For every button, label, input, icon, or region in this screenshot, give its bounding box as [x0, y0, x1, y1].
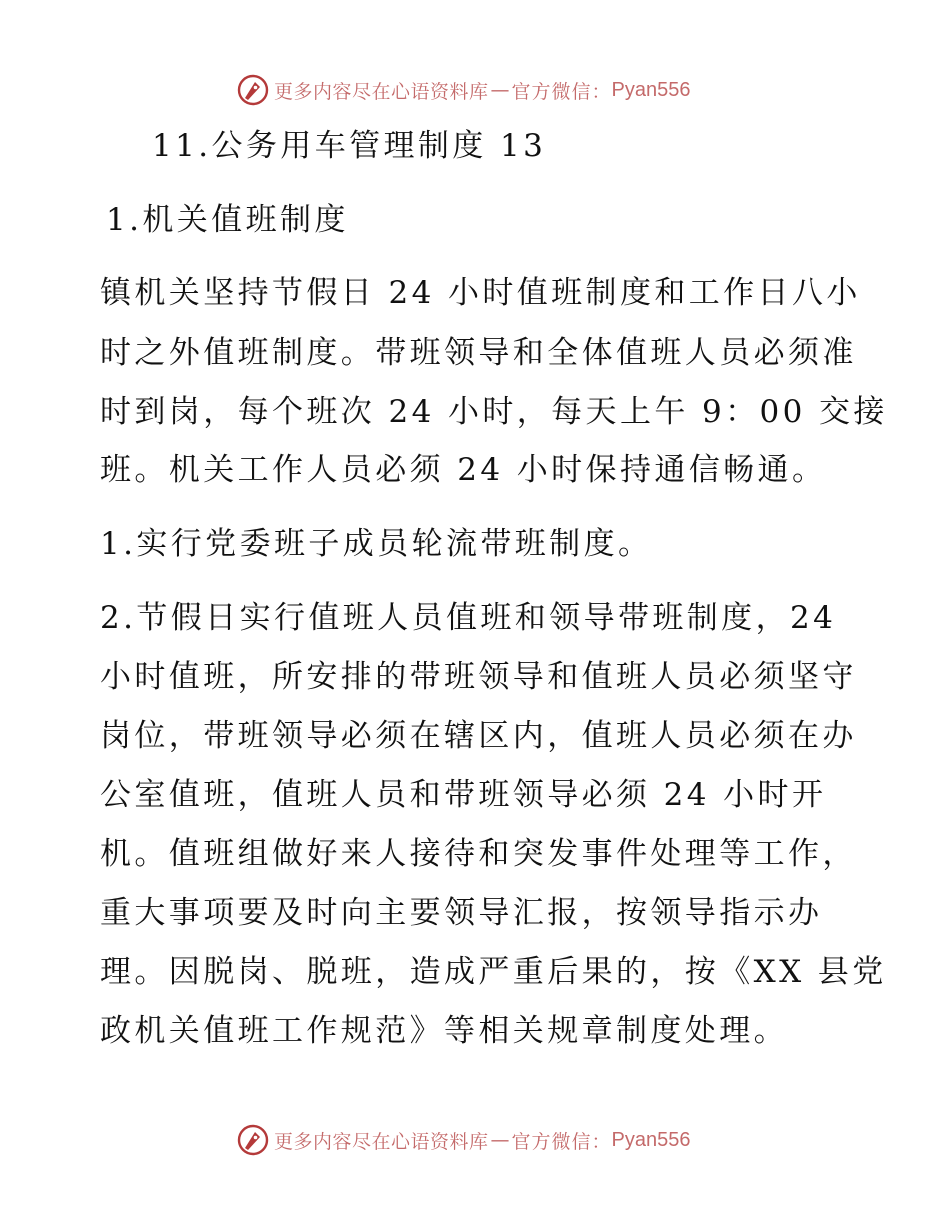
list-item-line: 公室值班，值班人员和带班领导必须 24 小时开 — [100, 777, 827, 813]
paragraph-line: 镇机关坚持节假日 24 小时值班制度和工作日八小 — [100, 275, 861, 311]
list-item-line: 机。值班组做好来人接待和突发事件处理等工作， — [100, 836, 857, 872]
watermark-contact-id: Pyan556 — [611, 78, 691, 101]
list-item-line: 2.节假日实行值班人员值班和领导带班制度，24 — [100, 600, 837, 636]
watermark-separator: — — [490, 79, 510, 101]
section-heading: 1.机关值班制度 — [106, 202, 349, 238]
watermark-separator: — — [490, 1129, 510, 1151]
watermark-contact-id: Pyan556 — [611, 1128, 691, 1151]
list-item-line: 小时值班，所安排的带班领导和值班人员必须坚守 — [100, 659, 857, 695]
watermark-contact-label: 官方微信： — [511, 1130, 612, 1153]
watermark-contact-label: 官方微信： — [511, 80, 612, 103]
paragraph-line: 时到岗，每个班次 24 小时，每天上午 9：00 交接 — [100, 394, 888, 430]
list-item-line: 岗位，带班领导必须在辖区内，值班人员必须在办 — [100, 718, 857, 754]
pen-nib-logo-icon — [236, 1123, 270, 1157]
paragraph-line: 时之外值班制度。带班领导和全体值班人员必须准 — [100, 335, 857, 371]
list-item: 1.实行党委班子成员轮流带班制度。 — [100, 526, 653, 562]
footer-watermark — [236, 1123, 691, 1157]
pen-nib-logo-icon — [236, 73, 270, 107]
list-item-line: 理。因脱岗、脱班，造成严重后果的，按《XX 县党 — [100, 954, 887, 990]
toc-item: 11.公务用车管理制度 13 — [152, 128, 547, 164]
watermark-site-text: 更多内容尽在心语资料库 — [274, 1130, 489, 1153]
list-item-line: 政机关值班工作规范》等相关规章制度处理。 — [100, 1013, 788, 1049]
list-item-line: 重大事项要及时向主要领导汇报，按领导指示办 — [100, 895, 823, 931]
header-watermark — [236, 73, 691, 107]
watermark-site-text: 更多内容尽在心语资料库 — [274, 80, 489, 103]
paragraph-line: 班。机关工作人员必须 24 小时保持通信畅通。 — [100, 452, 827, 488]
